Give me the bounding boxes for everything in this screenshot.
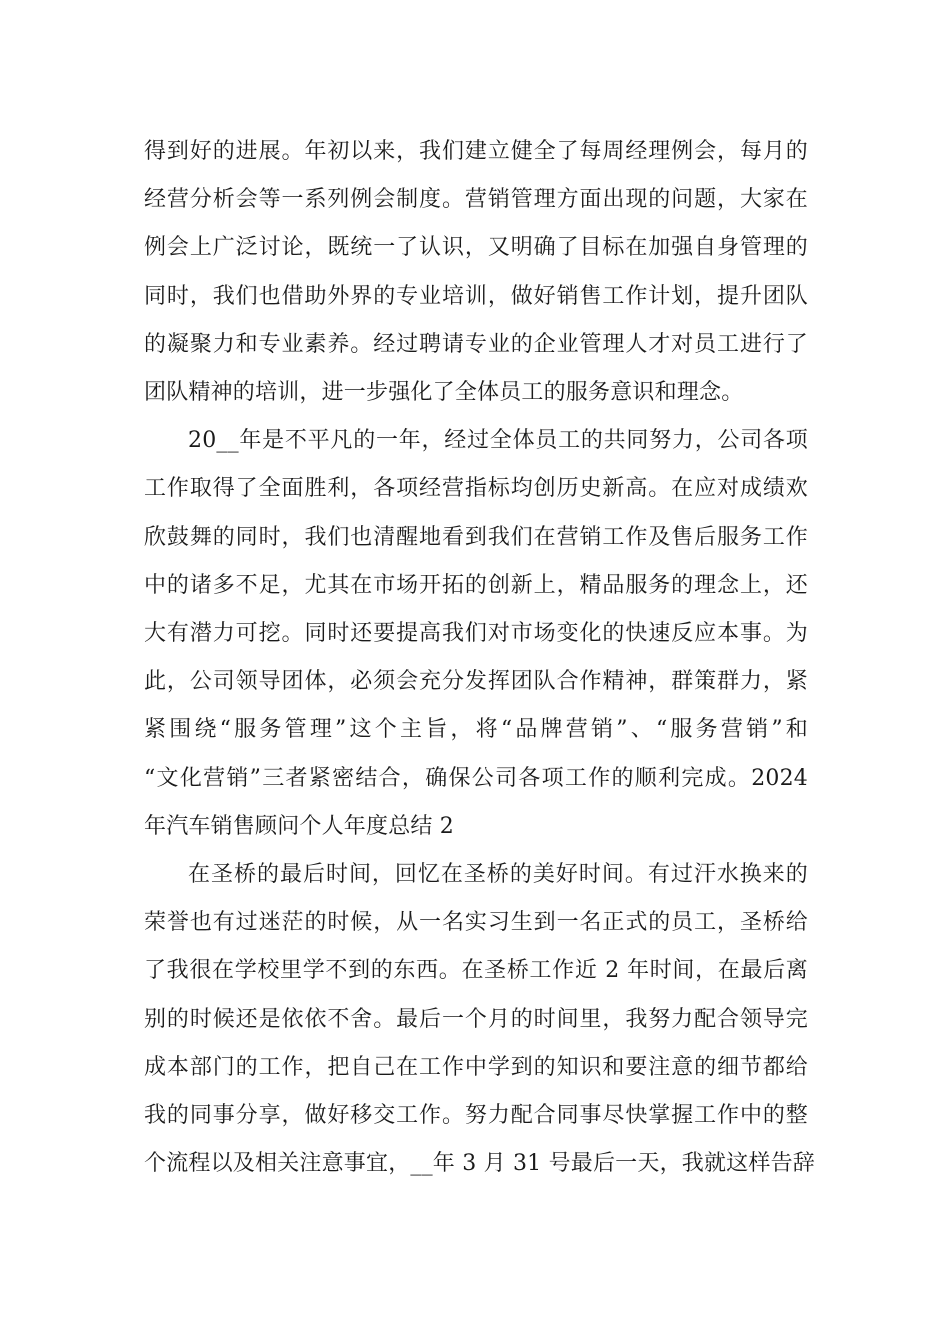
text-line: 中的诸多不足，尤其在市场开拓的创新上，精品服务的理念上，还 — [144, 572, 808, 598]
paragraph-1 — [144, 128, 808, 417]
text-line: 欣鼓舞的同时，我们也清醒地看到我们在营销工作及售后服务工作 — [144, 524, 808, 550]
text-line: 得到好的进展。年初以来，我们建立健全了每周经理例会，每月的 — [144, 139, 808, 164]
text-line: 个流程以及相关注意事宜，__年 3 月 31 号最后一天，我就这样告辞 — [144, 1151, 815, 1177]
text-line: 在圣桥的最后时间，回忆在圣桥的美好时间。有过汗水换来的 — [188, 862, 808, 888]
paragraph-3 — [144, 851, 815, 1188]
text-line: 的凝聚力和专业素养。经过聘请专业的企业管理人才对员工进行了 — [144, 331, 808, 357]
text-line: 成本部门的工作，把自己在工作中学到的知识和要注意的细节都给 — [144, 1054, 808, 1080]
text-line: “文化营销”三者紧密结合，确保公司各项工作的顺利完成。2024 — [144, 765, 808, 791]
section-title-line: 年汽车销售顾问个人年度总结 2 — [144, 813, 454, 839]
text-line: 20__年是不平凡的一年，经过全体员工的共同努力，公司各项 — [188, 428, 808, 454]
document-body — [144, 128, 815, 1188]
text-line: 团队精神的培训，进一步强化了全体员工的服务意识和理念。 — [144, 380, 744, 406]
text-line: 紧围绕“服务管理”这个主旨，将“品牌营销”、“服务营销”和 — [144, 717, 808, 743]
text-line: 荣誉也有过迷茫的时候，从一名实习生到一名正式的员工，圣桥给 — [144, 910, 808, 936]
text-line: 工作取得了全面胜利，各项经营指标均创历史新高。在应对成绩欢 — [144, 476, 808, 502]
text-line: 我的同事分享，做好移交工作。努力配合同事尽快掌握工作中的整 — [144, 1103, 808, 1129]
text-line: 大有潜力可挖。同时还要提高我们对市场变化的快速反应本事。为 — [144, 621, 808, 647]
text-line: 此，公司领导团体，必须会充分发挥团队合作精神，群策群力，紧 — [144, 669, 808, 695]
text-line: 同时，我们也借助外界的专业培训，做好销售工作计划，提升团队 — [144, 283, 808, 309]
text-line: 经营分析会等一系列例会制度。营销管理方面出现的问题，大家在 — [144, 187, 808, 213]
text-line: 例会上广泛讨论，既统一了认识，又明确了目标在加强自身管理的 — [144, 235, 808, 261]
paragraph-2 — [144, 417, 808, 851]
text-line: 别的时候还是依依不舍。最后一个月的时间里，我努力配合领导完 — [144, 1006, 808, 1032]
text-line: 了我很在学校里学不到的东西。在圣桥工作近 2 年时间，在最后离 — [144, 958, 808, 984]
